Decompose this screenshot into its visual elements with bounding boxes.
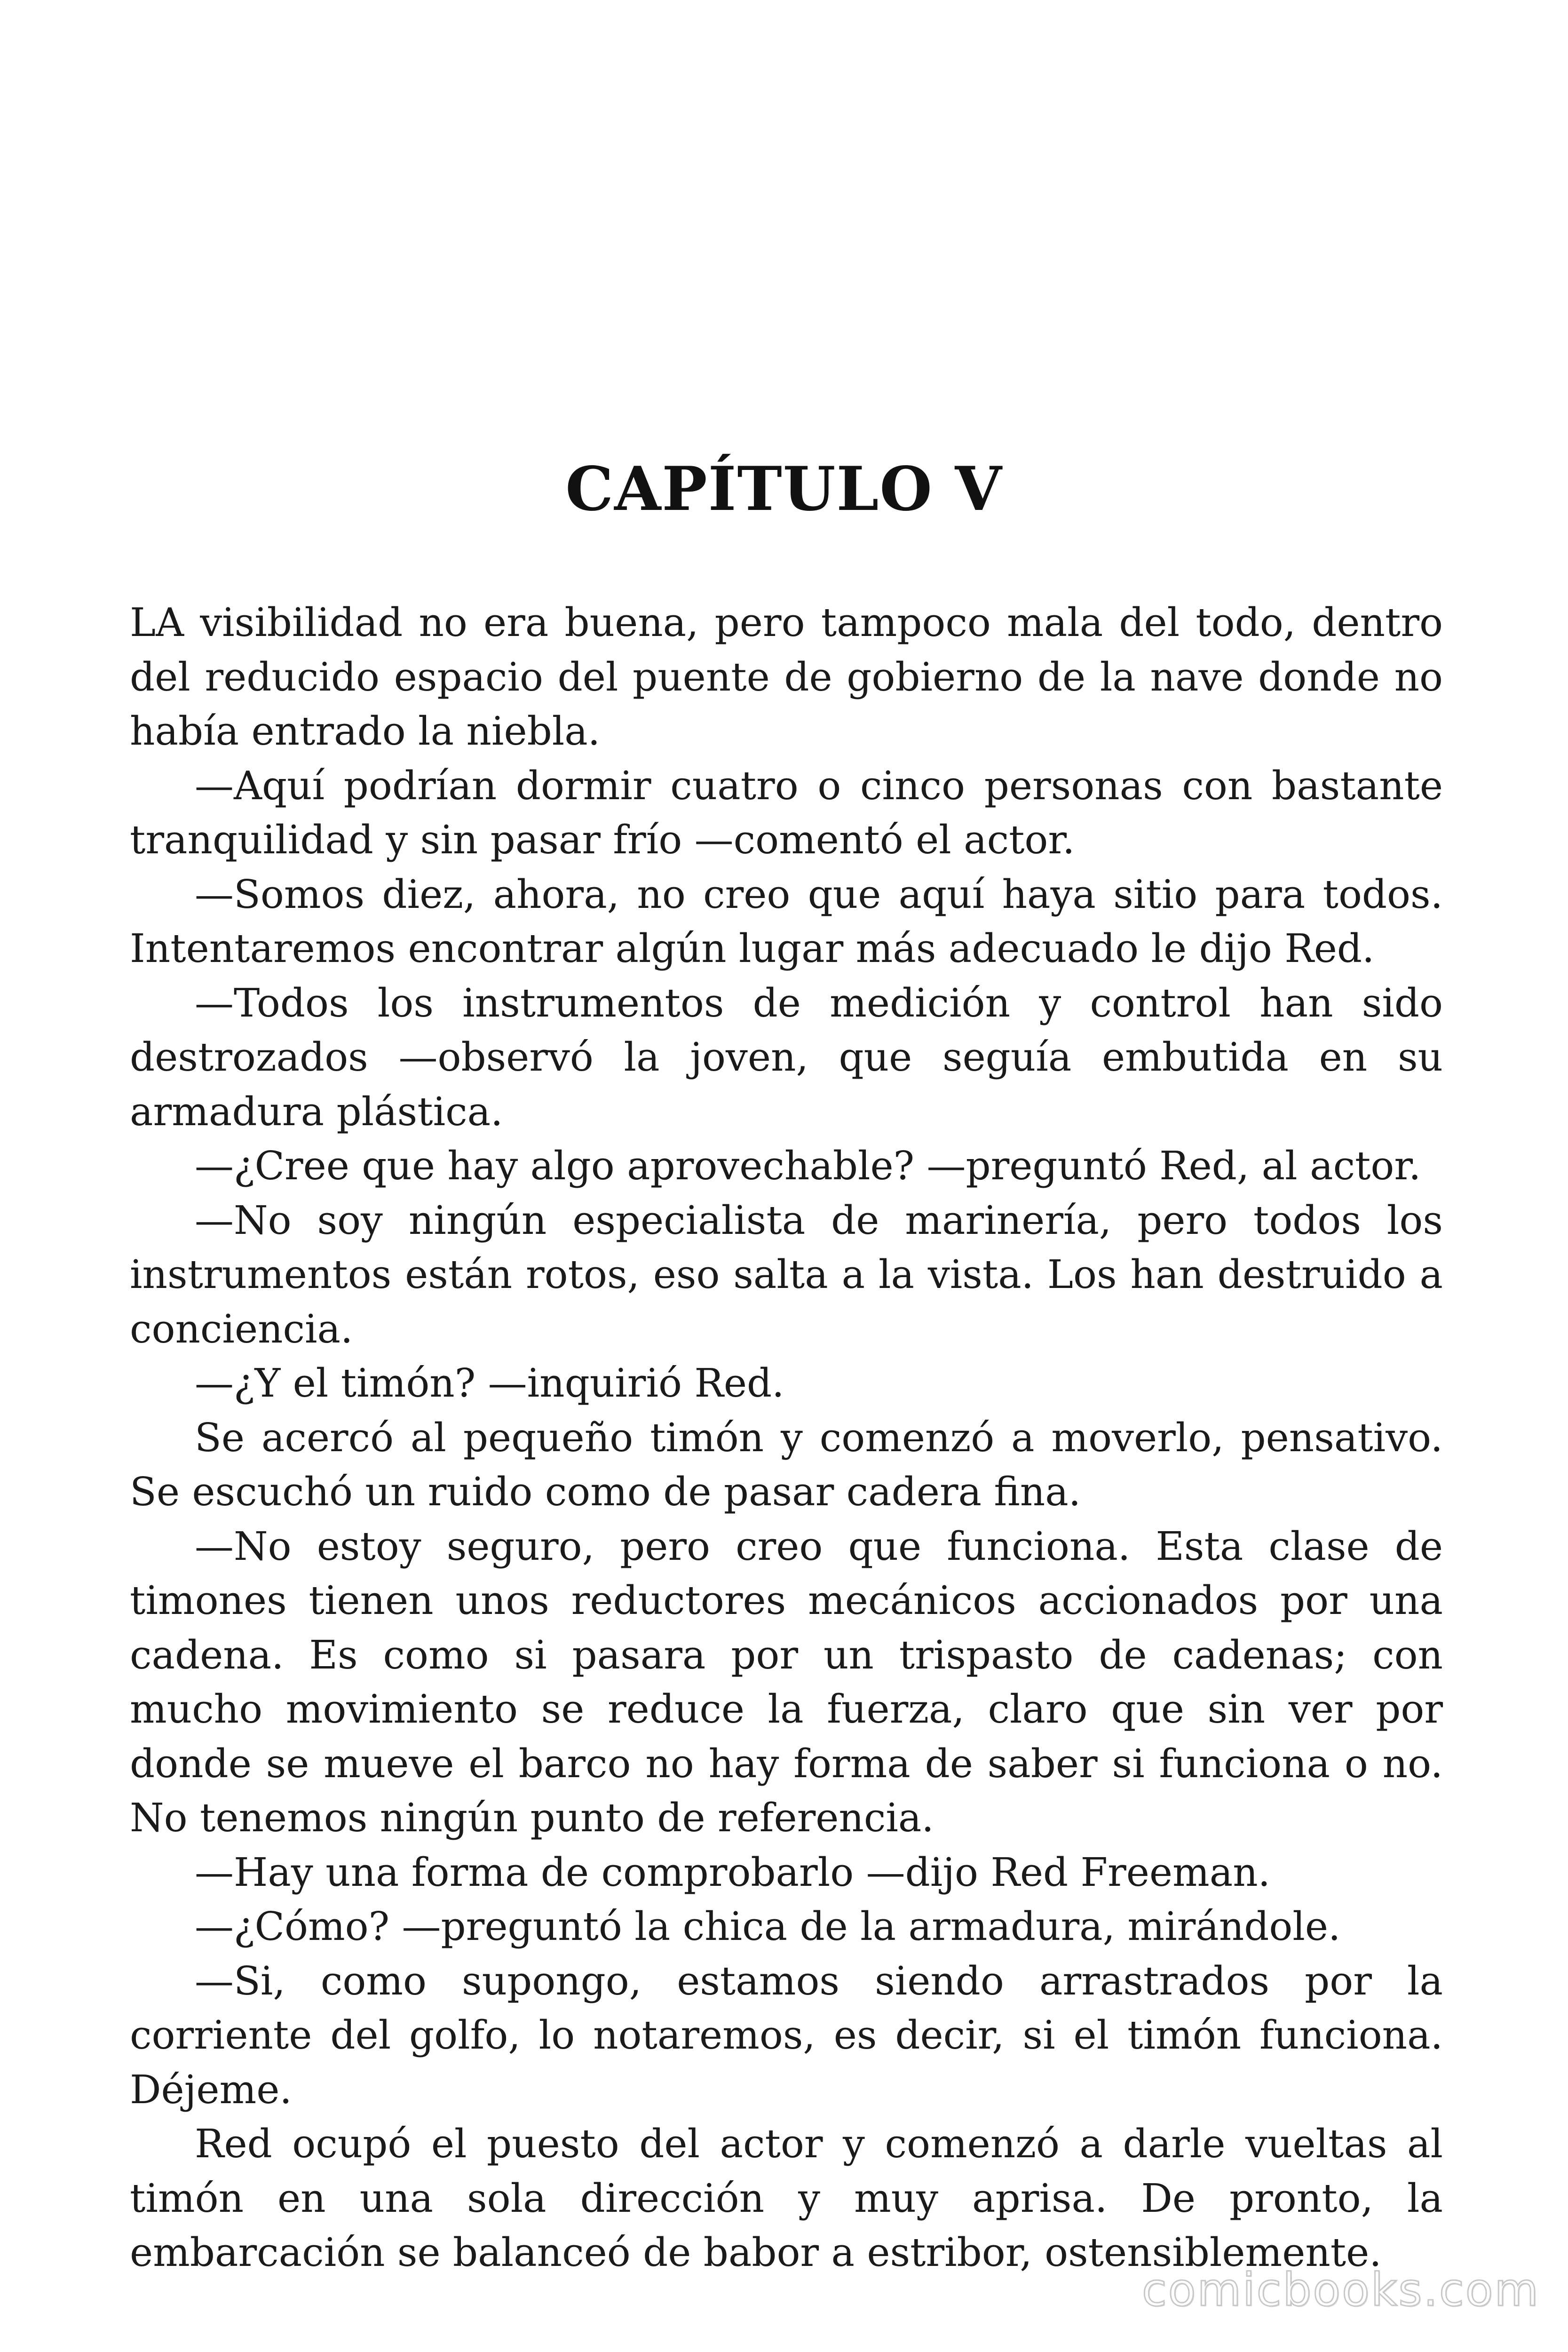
site-watermark: comicbooks.com [1141, 2264, 1540, 2316]
paragraph-3: —Somos diez, ahora, no creo que aquí haya sitio para todos. Intentaremos encontrar algún lugar más adecuado le dijo Red. [130, 871, 1443, 971]
paragraph-11: —¿Cómo? —preguntó la chica de la armadura, mirándole. [195, 1904, 1341, 1949]
paragraph-1: LA visibilidad no era buena, pero tampoco mala del todo, dentro del reducido espacio del puente de gobierno de la nave donde no había entrado la niebla. [130, 600, 1443, 754]
paragraph-13: Red ocupó el puesto del actor y comenzó a darle vueltas al timón en una sola dirección y muy aprisa. De pronto, la embarcación se balanceó de babor a estribor, ostensiblemente. [130, 2121, 1443, 2275]
paragraph-5: —¿Cree que hay algo aprovechable? —preguntó Red, al actor. [195, 1143, 1421, 1189]
chapter-title: CAPÍTULO V [565, 454, 1003, 524]
paragraph-9: —No estoy seguro, pero creo que funciona. Esta clase de timones tienen unos reductores mecánicos accionados por una cadena. Es como si pasara por un trispasto de cadenas; con mucho movimiento se reduce la fuerza, claro que sin ver por donde se mueve el barco no hay forma de saber si funciona o no. No tenemos ningún punto de referencia. [130, 1523, 1443, 1841]
paragraph-8: Se acercó al pequeño timón y comenzó a moverlo, pensativo. Se escuchó un ruido como de pasar cadera fina. [130, 1414, 1443, 1515]
paragraph-12: —Si, como supongo, estamos siendo arrastrados por la corriente del golfo, lo notaremos, es decir, si el timón funciona. Déjeme. [130, 1958, 1443, 2113]
paragraph-4: —Todos los instrumentos de medición y control han sido destrozados —observó la joven, que seguía embutida en su armadura plástica. [130, 980, 1443, 1135]
paragraph-6: —No soy ningún especialista de marinería, pero todos los instrumentos están rotos, eso salta a la vista. Los han destruido a conciencia. [130, 1197, 1443, 1352]
chapter-body [130, 596, 1443, 2280]
paragraph-2: —Aquí podrían dormir cuatro o cinco personas con bastante tranquilidad y sin pasar frío —comentó el actor. [130, 763, 1443, 863]
paragraph-10: —Hay una forma de comprobarlo —dijo Red Freeman. [195, 1849, 1271, 1895]
paragraph-7: —¿Y el timón? —inquirió Red. [195, 1360, 784, 1406]
